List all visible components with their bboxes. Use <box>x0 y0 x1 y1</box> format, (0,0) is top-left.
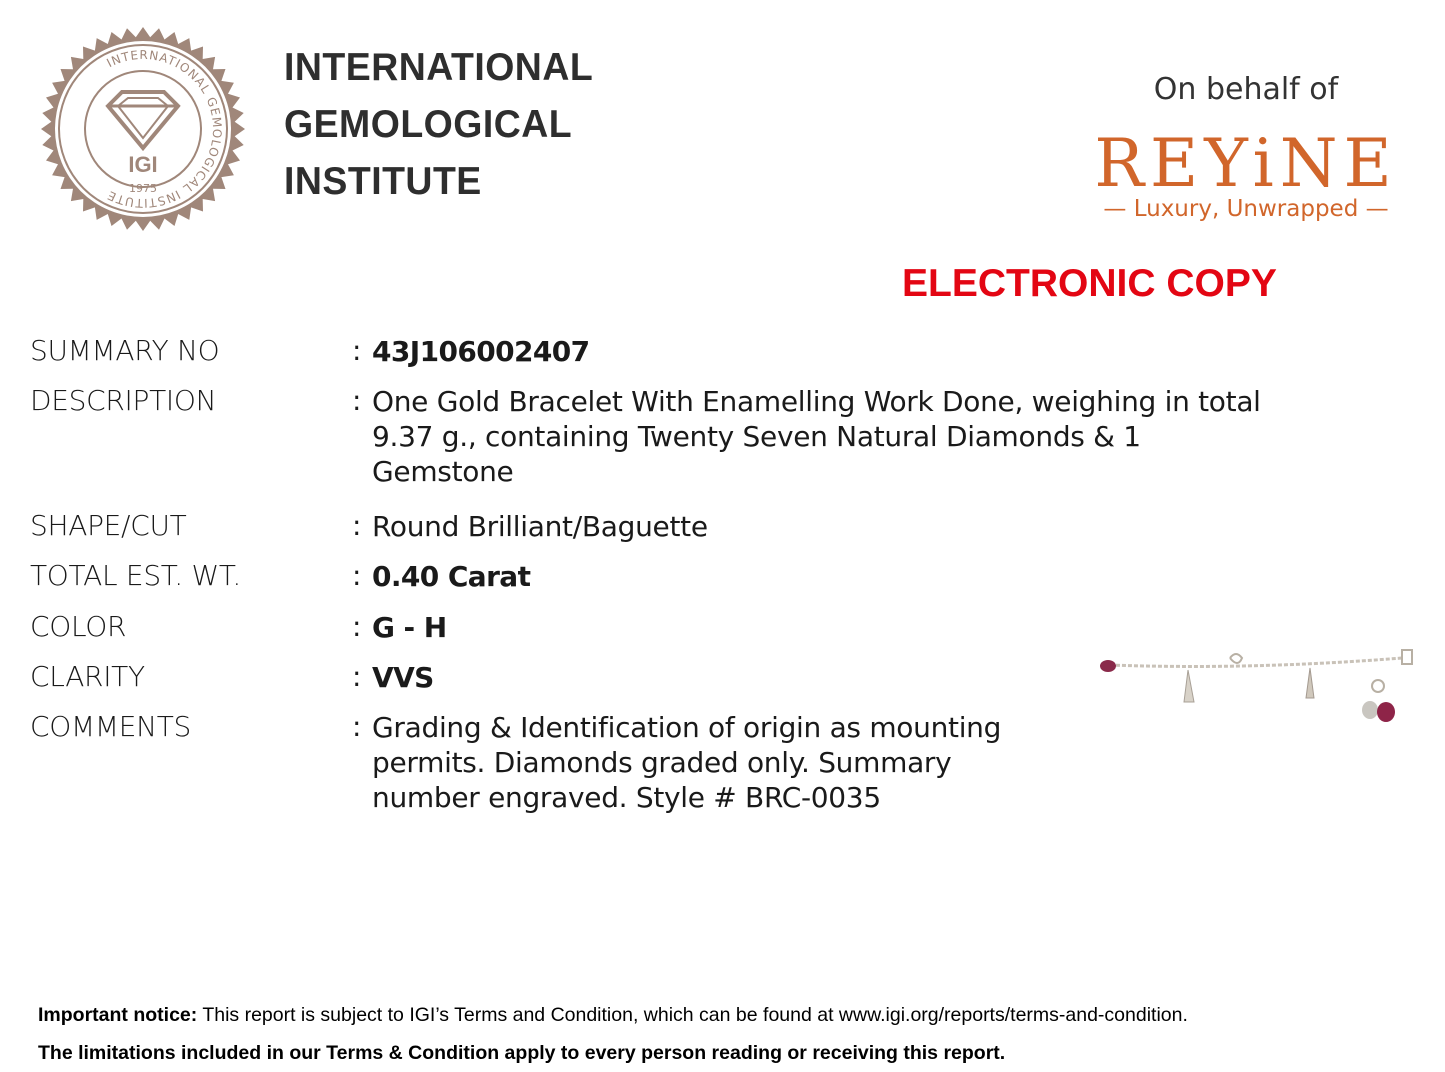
description-value <box>372 384 1261 489</box>
bracelet-photo <box>1090 620 1420 740</box>
electronic-copy-label: ELECTRONIC COPY <box>902 262 1277 305</box>
svg-text:INTERNATIONAL GEMOLOGICAL INST: INTERNATIONAL GEMOLOGICAL INSTITUTE <box>104 47 225 211</box>
comments-line: permits. Diamonds graded only. Summary <box>372 746 952 779</box>
description-line: One Gold Bracelet With Enamelling Work Done, weighing in total <box>372 385 1261 418</box>
description-colon: : <box>352 384 362 417</box>
important-notice-label: Important notice: <box>38 1004 198 1026</box>
color-colon: : <box>352 610 362 643</box>
seal-year: 1975 <box>129 182 157 195</box>
description-line: 9.37 g., containing Twenty Seven Natural Diamonds & 1 <box>372 420 1141 453</box>
reyine-tagline: — Luxury, Unwrapped — <box>1103 196 1389 222</box>
important-notice-text: This report is subject to IGI’s Terms and Condition, which can be found at www.igi.org/reports/terms-and-condition. <box>197 1004 1188 1026</box>
clarity-colon: : <box>352 660 362 693</box>
reyine-brand: REYiNE <box>1094 125 1398 202</box>
clarity-label: CLARITY <box>30 660 145 693</box>
reyine-partner-logo <box>1076 72 1416 232</box>
description-label: DESCRIPTION <box>30 384 217 417</box>
summary-no-value: 43J106002407 <box>372 335 590 368</box>
institute-name-line-1: INTERNATIONAL <box>284 46 594 89</box>
shape-cut-label: SHAPE/CUT <box>30 509 187 542</box>
shape-cut-colon: : <box>352 509 362 542</box>
shape-cut-value: Round Brilliant/Baguette <box>372 510 708 543</box>
total-weight-colon: : <box>352 559 362 592</box>
description-line: Gemstone <box>372 455 514 488</box>
institute-name-line-3: INSTITUTE <box>284 160 482 203</box>
comments-line: number engraved. Style # BRC-0035 <box>372 781 881 814</box>
color-label: COLOR <box>30 610 127 643</box>
total-weight-label: TOTAL EST. WT. <box>30 559 241 592</box>
on-behalf-of-text: On behalf of <box>1153 72 1339 107</box>
comments-line: Grading & Identification of origin as mounting <box>372 711 1002 744</box>
clarity-value: VVS <box>372 661 434 694</box>
total-weight-value: 0.40 Carat <box>372 560 531 593</box>
color-value: G - H <box>372 611 447 644</box>
igi-monogram: IGI <box>128 152 158 177</box>
important-notice <box>38 1004 1188 1027</box>
summary-no-label: SUMMARY NO <box>30 334 220 367</box>
summary-no-colon: : <box>352 334 362 367</box>
comments-colon: : <box>352 710 362 743</box>
institute-name-line-2: GEMOLOGICAL <box>284 103 573 146</box>
comments-label: COMMENTS <box>30 710 192 743</box>
igi-seal-logo <box>40 26 246 232</box>
limitations-notice: The limitations included in our Terms & Condition apply to every person reading or receiving this report. <box>38 1042 1006 1064</box>
comments-value <box>372 710 1001 815</box>
